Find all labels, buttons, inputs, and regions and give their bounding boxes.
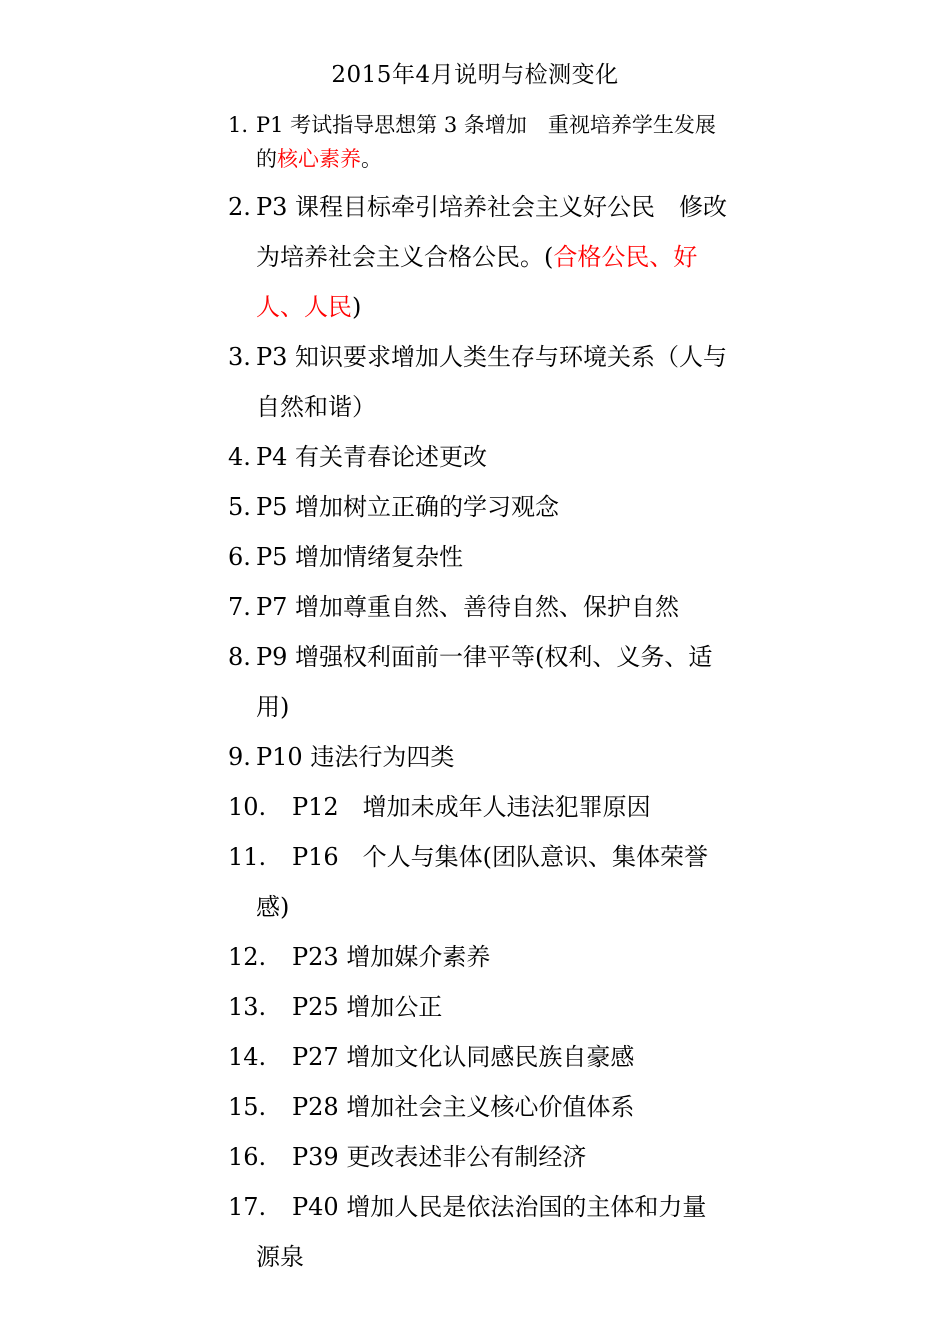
list-item-7 [228, 582, 728, 632]
item-number: 5. [228, 493, 251, 521]
item-number: 3. [228, 343, 251, 371]
highlight-text: 合格公民、好人、人民 [256, 243, 698, 321]
item-number: 15. [228, 1093, 267, 1121]
item-text: P25 增加公正 [292, 993, 443, 1021]
item-text: P16 个人与集体(团队意识、集体荣誉感) [256, 843, 709, 921]
list-item-4 [228, 432, 728, 482]
item-text: P3 课程目标牵引培养社会主义好公民 修改为培养社会主义合格公民。(合格公民、好人、人民) [256, 193, 728, 321]
item-text: P5 增加情绪复杂性 [256, 543, 464, 571]
list-item-16 [228, 1132, 728, 1182]
item-number: 1. [228, 113, 249, 137]
item-text: P28 增加社会主义核心价值体系 [292, 1093, 635, 1121]
list-item-15 [228, 1082, 728, 1132]
item-number: 2. [228, 193, 251, 221]
item-text: P7 增加尊重自然、善待自然、保护自然 [256, 593, 680, 621]
item-number: 14. [228, 1043, 267, 1071]
item-text: P40 增加人民是依法治国的主体和力量源泉 [256, 1193, 707, 1271]
item-number: 10. [228, 793, 267, 821]
item-text: P3 知识要求增加人类生存与环境关系（人与自然和谐） [256, 343, 728, 421]
change-list [228, 108, 728, 1282]
item-number: 13. [228, 993, 267, 1021]
list-item-13 [228, 982, 728, 1032]
list-item-10 [228, 782, 728, 832]
item-text: P27 增加文化认同感民族自豪感 [292, 1043, 635, 1071]
item-number: 9. [228, 743, 251, 771]
item-number: 7. [228, 593, 251, 621]
list-item-17 [228, 1182, 728, 1282]
list-item-14 [228, 1032, 728, 1082]
list-item-8 [228, 632, 728, 732]
list-item-9 [228, 732, 728, 782]
list-item-6 [228, 532, 728, 582]
item-text: P9 增强权利面前一律平等(权利、义务、适用) [256, 643, 713, 721]
list-item-11 [228, 832, 728, 932]
item-number: 8. [228, 643, 251, 671]
list-item-1 [228, 108, 728, 176]
item-text: P39 更改表述非公有制经济 [292, 1143, 587, 1171]
item-number: 16. [228, 1143, 267, 1171]
item-number: 4. [228, 443, 251, 471]
document-title: 2015年4月说明与检测变化 [331, 62, 619, 88]
list-item-2 [228, 182, 728, 332]
item-text: P1 考试指导思想第 3 条增加 重视培养学生发展的核心素养。 [256, 113, 716, 171]
item-number: 11. [228, 843, 267, 871]
item-text: P10 违法行为四类 [256, 743, 455, 771]
item-number: 6. [228, 543, 251, 571]
list-item-3 [228, 332, 728, 432]
item-text: P12 增加未成年人违法犯罪原因 [292, 793, 651, 821]
highlight-text: 核心素养 [277, 147, 361, 171]
item-number: 17. [228, 1193, 267, 1221]
item-number: 12. [228, 943, 267, 971]
list-item-5 [228, 482, 728, 532]
list-item-12 [228, 932, 728, 982]
item-text: P23 增加媒介素养 [292, 943, 491, 971]
item-text: P4 有关青春论述更改 [256, 443, 488, 471]
item-text: P5 增加树立正确的学习观念 [256, 493, 560, 521]
